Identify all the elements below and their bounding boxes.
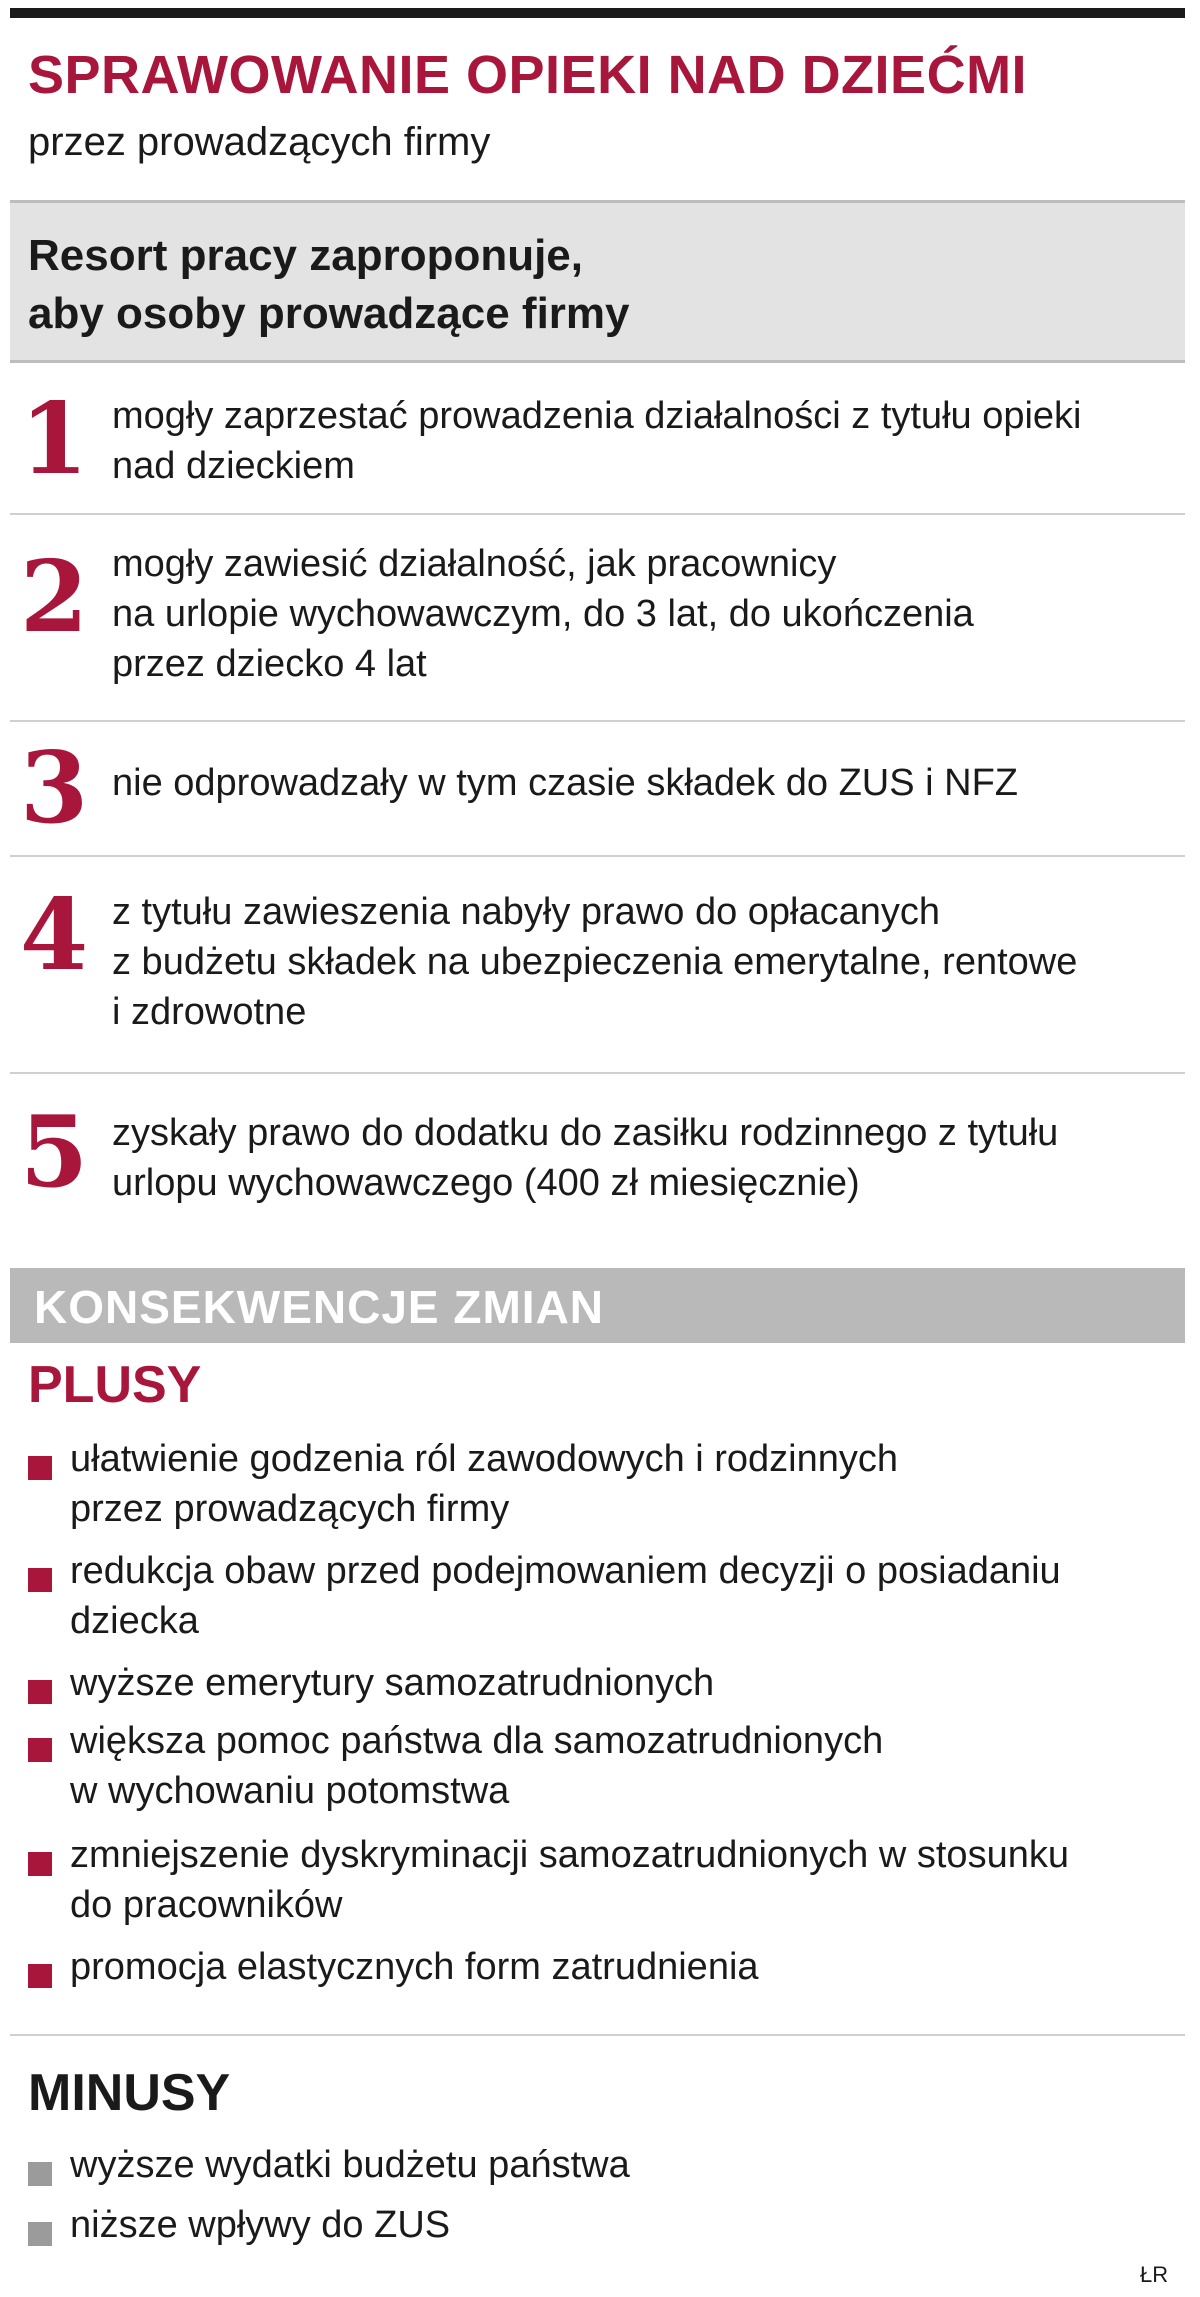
proposal-item-2 (10, 515, 1185, 720)
item-number: 5 (20, 1095, 89, 1210)
plus-item-line: większa pomoc państwa dla samozatrudnionych (70, 1720, 884, 1762)
section-bar (10, 1268, 1185, 1343)
intro-box (10, 200, 1185, 363)
bullet-square-icon (28, 1456, 52, 1480)
item-text-line: mogły zawiesić działalność, jak pracownicy (112, 543, 837, 585)
plusy-heading: PLUSY (28, 1356, 202, 1414)
item-text-line: z tytułu zawieszenia nabyły prawo do opłacanych (112, 891, 941, 933)
bullet-square-icon (28, 1738, 52, 1762)
page-title: SPRAWOWANIE OPIEKI NAD DZIEĆMI (28, 45, 1028, 105)
plus-item-line: w wychowaniu potomstwa (70, 1770, 510, 1812)
item-text-line: przez dziecko 4 lat (112, 643, 427, 685)
plus-item-line: wyższe emerytury samozatrudnionych (70, 1662, 715, 1704)
proposal-item-3 (10, 722, 1185, 855)
minus-item-line: niższe wpływy do ZUS (70, 2204, 451, 2246)
item-text-line: nad dzieckiem (112, 445, 355, 487)
item-text-line: nie odprowadzały w tym czasie składek do ZUS i NFZ (112, 762, 1018, 804)
item-number: 4 (20, 878, 89, 993)
bullet-square-icon (28, 1852, 52, 1876)
item-number: 3 (20, 731, 89, 846)
bullet-square-icon (28, 1964, 52, 1988)
proposal-item-5 (10, 1074, 1185, 1254)
bullet-square-icon (28, 1680, 52, 1704)
plus-item-line: redukcja obaw przed podejmowaniem decyzji o posiadaniu (70, 1550, 1061, 1592)
bullet-square-icon (28, 2162, 52, 2186)
minusy-heading: MINUSY (28, 2064, 231, 2122)
item-text-line: na urlopie wychowawczym, do 3 lat, do ukończenia (112, 593, 974, 635)
top-rule (10, 8, 1185, 18)
plus-item-line: promocja elastycznych form zatrudnienia (70, 1946, 759, 1988)
divider (10, 2034, 1185, 2036)
bullet-square-icon (28, 1568, 52, 1592)
plus-item-line: zmniejszenie dyskryminacji samozatrudnionych w stosunku (70, 1834, 1069, 1876)
item-text-line: urlopu wychowawczego (400 zł miesięcznie) (112, 1162, 860, 1204)
minus-item-line: wyższe wydatki budżetu państwa (70, 2144, 630, 2186)
proposal-item-4 (10, 857, 1185, 1072)
item-text-line: zyskały prawo do dodatku do zasiłku rodzinnego z tytułu (112, 1112, 1059, 1154)
plus-item-line: przez prowadzących firmy (70, 1488, 510, 1530)
proposal-item-1 (10, 363, 1185, 513)
intro-line: aby osoby prowadzące firmy (28, 289, 630, 338)
author-credit: ŁR (1140, 2262, 1169, 2287)
item-number: 2 (20, 540, 89, 655)
section-label: KONSEKWENCJE ZMIAN (34, 1281, 605, 1333)
item-text-line: i zdrowotne (112, 991, 307, 1033)
bullet-square-icon (28, 2222, 52, 2246)
item-text-line: z budżetu składek na ubezpieczenia emerytalne, rentowe (112, 941, 1078, 983)
plus-item-line: ułatwienie godzenia ról zawodowych i rodzinnych (70, 1438, 899, 1480)
item-text-line: mogły zaprzestać prowadzenia działalności z tytułu opieki (112, 395, 1082, 437)
page-subtitle: przez prowadzących firmy (28, 120, 491, 164)
plus-item-line: do pracowników (70, 1884, 343, 1926)
item-number: 1 (20, 382, 89, 497)
intro-line: Resort pracy zaproponuje, (28, 231, 584, 280)
plus-item-line: dziecka (70, 1600, 199, 1642)
